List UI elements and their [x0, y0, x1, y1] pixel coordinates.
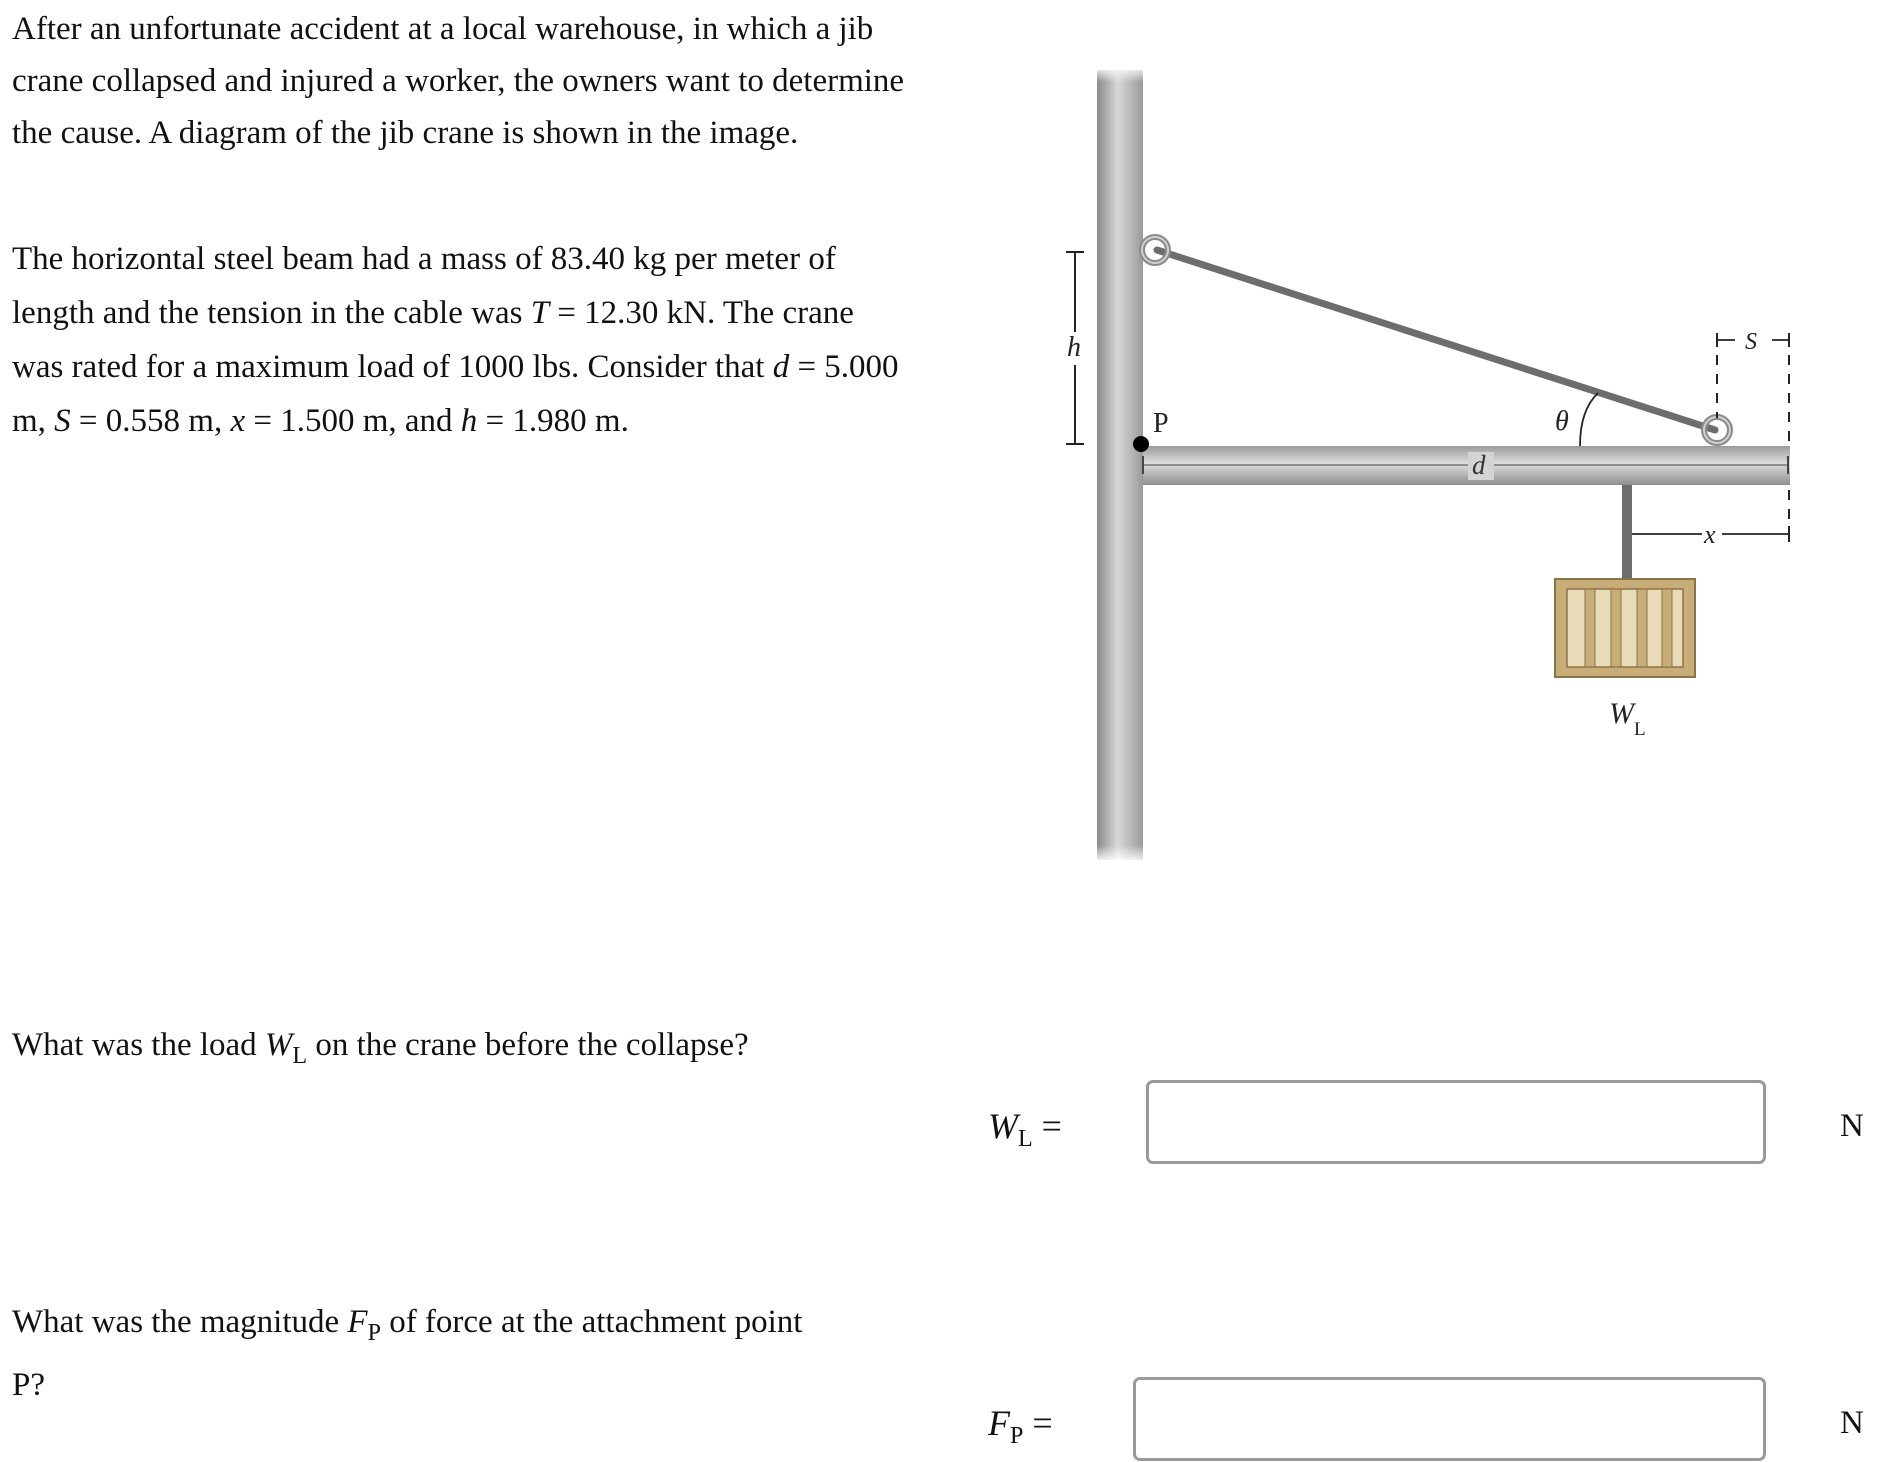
answer-1-unit: N [1840, 1108, 1864, 1144]
load-rod [1622, 485, 1632, 579]
answer-2-unit: N [1840, 1405, 1864, 1441]
vertical-pole [1097, 70, 1143, 860]
label-h: h [1067, 332, 1081, 363]
answer-1-label: $W_L$ = [988, 1106, 1062, 1152]
label-d: d [1472, 450, 1486, 480]
label-p: P [1153, 408, 1169, 439]
label-s: S [1745, 329, 1757, 355]
label-x: x [1704, 520, 1716, 549]
jib-crane-diagram [1040, 60, 1820, 880]
question-2: What was the magnitude $F_P$ of force at the attachment point P? [12, 1304, 803, 1403]
attachment-point-p [1133, 436, 1149, 452]
angle-theta-arc [1580, 393, 1598, 446]
label-wl: $W_L$ [1609, 697, 1646, 740]
load-crate [1555, 579, 1695, 677]
problem-given-values: The horizontal steel beam had a mass of 83.40 kg per meter of length and the tension in the cable was T = 12.30 kN. The crane was rated for a maximum load of 1000 lbs. Consider that d = 5.000 m, S = 0.558 m, x = 1.500 m, and h = 1.980 m. [12, 241, 899, 439]
load-wl-input[interactable] [1146, 1080, 1766, 1164]
answer-2-label: $F_P$ = [988, 1403, 1053, 1449]
force-fp-input[interactable] [1133, 1377, 1766, 1461]
question-1: What was the load $W_L$ on the crane before the collapse? [12, 1027, 749, 1069]
cable [1157, 250, 1715, 430]
label-theta: θ [1555, 406, 1569, 437]
problem-intro: After an unfortunate accident at a local warehouse, in which a jib crane collapsed and injured a worker, the owners want to determine the cause. A diagram of the jib crane is shown in the image. [12, 11, 905, 151]
